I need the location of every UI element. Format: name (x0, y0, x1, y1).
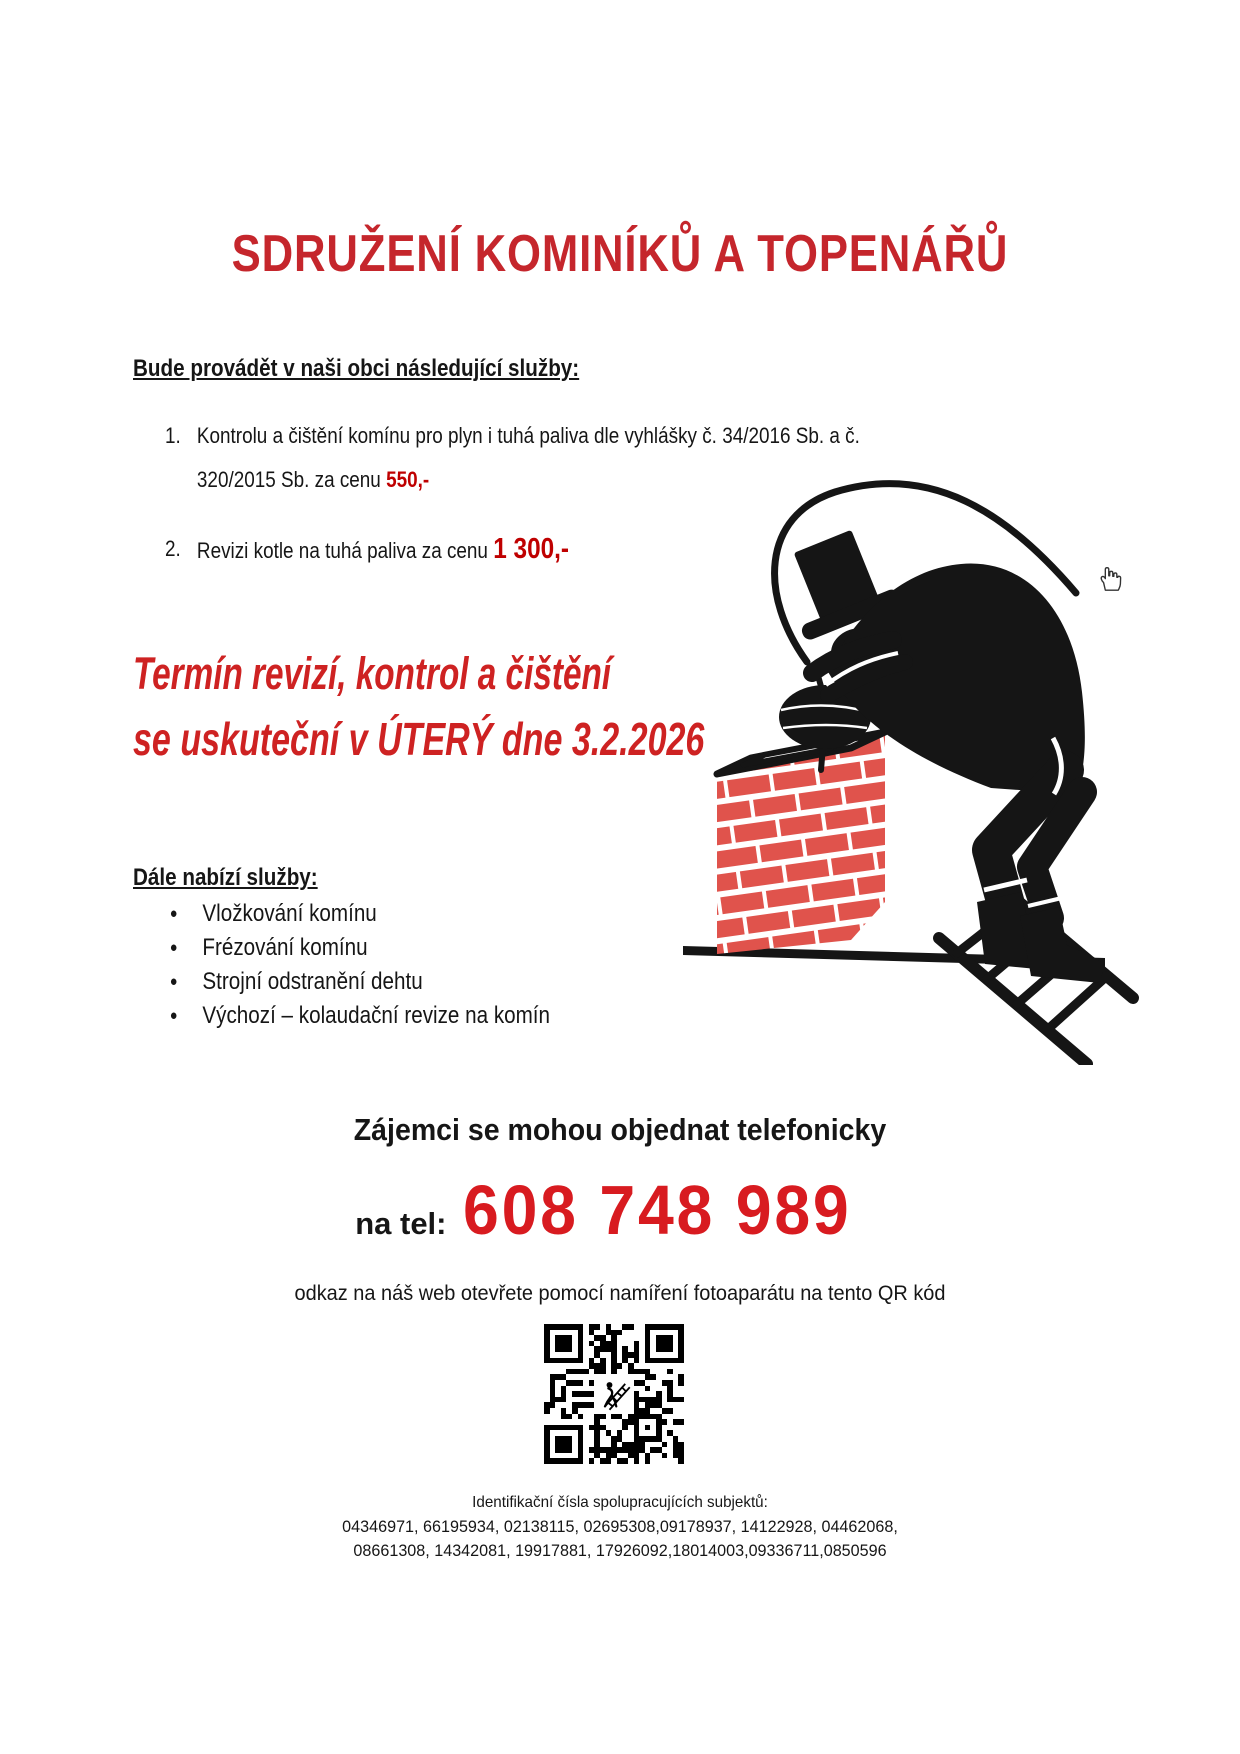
service-item-2 (165, 527, 569, 573)
more-services-heading: Dále nabízí služby: (133, 864, 318, 891)
service-number: 2. (165, 536, 181, 561)
chimney-sweep-illustration (655, 440, 1145, 1065)
list-item: ● Frézování komínu (168, 931, 550, 965)
bullet-icon: ● (169, 905, 178, 922)
bullet-icon: ● (169, 973, 178, 990)
bullet-icon: ● (169, 939, 178, 956)
more-services-list (168, 897, 550, 1033)
service-price: 1 300,- (493, 533, 570, 565)
intro-heading: Bude provádět v naši obci následující služby: (133, 355, 580, 382)
page-title: SDRUŽENÍ KOMINÍKŮ A TOPENÁŘŮ (231, 225, 1009, 283)
service-number: 1. (165, 423, 181, 448)
service-price: 550,- (386, 467, 430, 492)
phone-number: 608 748 989 (462, 1171, 851, 1249)
footer-ids-line-2: 08661308, 14342081, 19917881, 17926092,18014003,09336711,0850596 (353, 1541, 887, 1560)
qr-center-icon (594, 1374, 634, 1414)
chimney (717, 732, 885, 954)
footer-heading: Identifikační čísla spolupracujících subjektů: (472, 1494, 768, 1511)
notice-line-1: Termín revizí, kontrol a čištění (133, 648, 612, 699)
bullet-icon: ● (169, 1007, 178, 1024)
footer-ids-line-1: 04346971, 66195934, 02138115, 02695308,09178937, 14122928, 04462068, (342, 1517, 898, 1536)
qr-code (540, 1320, 688, 1468)
list-item: ● Výchozí – kolaudační revize na komín (168, 999, 550, 1033)
phone-row (0, 1170, 1240, 1250)
phone-label: na tel: (355, 1206, 447, 1241)
order-heading: Zájemci se mohou objednat telefonicky (353, 1112, 887, 1147)
notice-line-2: se uskuteční v ÚTERÝ dne 3.2.2026 (133, 713, 705, 765)
hand-pointer-cursor (1101, 568, 1120, 590)
service-text: Kontrolu a čištění komínu pro plyn i tuhá paliva dle vyhlášky č. 34/2016 Sb. a č. 320/2015 Sb. za cenu 550,- (196, 423, 860, 492)
list-item: ● Vložkování komínu (168, 897, 550, 931)
qr-instruction: odkaz na náš web otevřete pomocí namíření fotoaparátu na tento QR kód (294, 1282, 946, 1305)
list-item: ● Strojní odstranění dehtu (168, 965, 550, 999)
service-text: Revizi kotle na tuhá paliva za cenu 1 300,- (196, 533, 570, 565)
